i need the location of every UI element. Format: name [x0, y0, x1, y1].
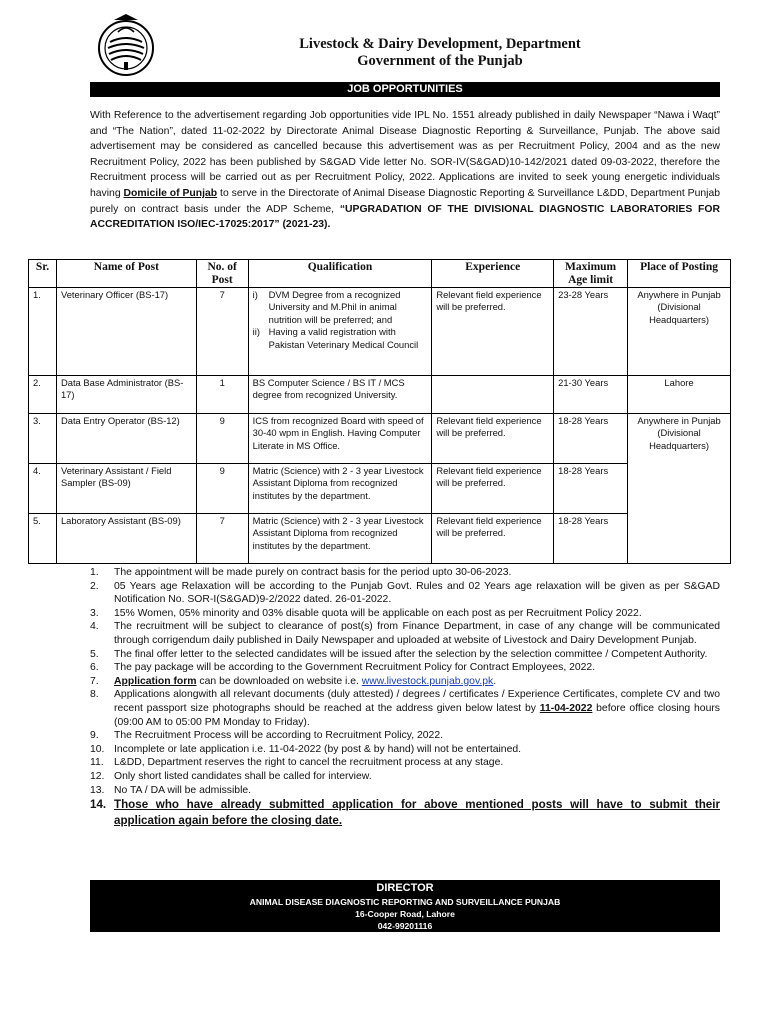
- note-number: 10.: [90, 743, 105, 755]
- website-link[interactable]: www.livestock.punjab.gov.pk: [361, 675, 494, 687]
- table-row: [29, 414, 731, 464]
- cell-post-name: Veterinary Assistant / Field Sampler (BS-09): [56, 464, 196, 514]
- note-number: 14.: [90, 798, 107, 812]
- qualification-list: [253, 289, 428, 351]
- note-text: The appointment will be made purely on contract basis for the period upto 30-06-2023.: [114, 567, 512, 578]
- note-text: [114, 688, 720, 729]
- list-item: [90, 620, 720, 647]
- note-text-body: can be downloaded on website i.e.: [196, 675, 362, 687]
- office-phone: 042-99201116: [377, 921, 433, 931]
- note-number: 6.: [90, 662, 99, 674]
- cell-no-of-post: 1: [196, 376, 248, 414]
- note-number: 12.: [90, 770, 105, 782]
- note-text: 15% Women, 05% minority and 03% disable quota will be applicable on each post as per Recruitment Policy 2022.: [114, 607, 642, 619]
- qualification-item-number: ii): [252, 326, 260, 338]
- note-number: 5.: [90, 648, 99, 660]
- cell-age-limit: 18-28 Years: [554, 514, 628, 564]
- cell-no-of-post: 7: [196, 288, 248, 376]
- cell-experience: Relevant field experience will be preferred.: [432, 464, 554, 514]
- list-item: [90, 756, 720, 770]
- note-text: Incomplete or late application i.e. 11-04-2022 (by post & by hand) will not be entertained.: [114, 743, 522, 755]
- cell-qualification: [248, 288, 432, 376]
- note-text-tail: .: [493, 675, 497, 687]
- cell-age-limit: 18-28 Years: [554, 464, 628, 514]
- note-text: The final offer letter to the selected candidates will be issued after the selection by the selection committee / Competent Authority.: [114, 648, 708, 660]
- qualification-item-text: Having a valid registration with Pakistan Veterinary Medical Council: [268, 326, 419, 350]
- cell-no-of-post: 9: [196, 464, 248, 514]
- cell-place-of-posting: Anywhere in Punjab (Divisional Headquarters): [628, 414, 731, 564]
- list-item: [90, 770, 720, 784]
- cell-place-of-posting: Lahore: [628, 376, 731, 414]
- cell-post-name: Veterinary Officer (BS-17): [56, 288, 196, 376]
- qualification-item-text: DVM Degree from a recognized University and M.Phil in animal nutrition will be preferred; and: [268, 289, 401, 325]
- cell-qualification: BS Computer Science / BS IT / MCS degree from recognized University.: [248, 376, 432, 414]
- department-name: Livestock & Dairy Development, Department: [299, 36, 581, 52]
- note-number: 13.: [90, 784, 105, 796]
- qualification-item-number: i): [252, 289, 258, 300]
- table-header-row: [29, 260, 731, 288]
- cell-no-of-post: 9: [196, 414, 248, 464]
- list-item: [90, 688, 720, 729]
- cell-qualification: Matric (Science) with 2 - 3 year Livestock Assistant Diploma from recognized institutes by the department.: [248, 514, 432, 564]
- note-number: 2.: [90, 580, 99, 592]
- note-text: [114, 675, 720, 689]
- note-text: The pay package will be according to the Government Recruitment Policy for Contract Employees, 2022.: [114, 662, 596, 674]
- list-item: [90, 729, 720, 743]
- director-contact-block: [90, 880, 720, 932]
- cell-experience: [432, 376, 554, 414]
- scheme-name: “UPGRADATION OF THE DIVISIONAL DIAGNOSTIC LABORATORIES FOR ACCREDITATION ISO/IEC-17025:2017” (2021-23).: [90, 203, 720, 231]
- note-text: The Recruitment Process will be according to Recruitment Policy, 2022.: [114, 730, 443, 742]
- list-item: [90, 784, 720, 798]
- cell-post-name: Data Entry Operator (BS-12): [56, 414, 196, 464]
- application-form-label: Application form: [114, 675, 197, 687]
- list-item: [90, 661, 720, 675]
- cell-sr: 1.: [29, 288, 57, 376]
- list-item: [90, 580, 720, 607]
- header-no-of-post: No. of Post: [196, 260, 248, 288]
- cell-sr: 4.: [29, 464, 57, 514]
- qualification-item: [253, 289, 428, 326]
- header-experience: Experience: [432, 260, 554, 288]
- cell-age-limit: 21-30 Years: [554, 376, 628, 414]
- header-qualification: Qualification: [248, 260, 432, 288]
- note-number: 8.: [90, 689, 99, 701]
- note-text: No TA / DA will be admissible.: [114, 784, 252, 796]
- posts-table: [28, 259, 731, 564]
- note-text: 05 Years age Relaxation will be according to the Punjab Govt. Rules and 02 Years age relaxation will be given as per S&GAD Notification No. SOR-I(S&GAD)9-2/2022 dated. 26-01-2022.: [114, 580, 720, 606]
- table-row: [29, 376, 731, 414]
- cell-experience: Relevant field experience will be preferred.: [432, 514, 554, 564]
- table-row: [29, 288, 731, 376]
- office-name: ANIMAL DISEASE DIAGNOSTIC REPORTING AND SURVEILLANCE PUNJAB: [249, 897, 561, 907]
- note-number: 4.: [90, 621, 99, 633]
- cell-qualification: Matric (Science) with 2 - 3 year Livestock Assistant Diploma from recognized institutes by the department.: [248, 464, 432, 514]
- list-item: [90, 607, 720, 621]
- header-sr: Sr.: [29, 260, 57, 288]
- header-name-of-post: Name of Post: [56, 260, 196, 288]
- note-text: Those who have already submitted application for above mentioned posts will have to submit their application again before the closing date.: [114, 798, 720, 828]
- note-number: 7.: [90, 675, 99, 687]
- government-name: Government of the Punjab: [357, 53, 523, 69]
- header-place-of-posting: Place of Posting: [628, 260, 731, 288]
- note-number: 9.: [90, 730, 99, 742]
- note-number: 3.: [90, 607, 99, 619]
- intro-text-part1: With Reference to the advertisement regarding Job opportunities vide IPL No. 1551 already published in daily Newspaper “Nawa i Waqt” and “The Nation”, dated 11-02-2022 by Directorate Animal Disease Diagnostic Reporting & Surveillance, Punjab. The above said advertisement may be considered as cancelled because this advertisement was as per Recruitment Policy, 2004 and as the new Recruitment Policy, 2022 has been published by S&GAD Vide letter No. SOR-IV(S&GAD)10-142/2021 dated 09-03-2022, therefore the Recruitment process will be carried out as per Recruitment Policy, 2022. Applications are invited to seek young energetic individuals having: [90, 110, 720, 199]
- cell-post-name: Laboratory Assistant (BS-09): [56, 514, 196, 564]
- cell-sr: 2.: [29, 376, 57, 414]
- note-text-body: Applications alongwith all relevant documents (duly attested) / degrees / certificates / Experience Certificates, complete CV and two recent passport size photographs should be reached at the address given below latest by: [114, 689, 720, 714]
- intro-paragraph: [90, 108, 720, 233]
- cell-no-of-post: 7: [196, 514, 248, 564]
- table-row: [29, 514, 731, 564]
- note-text: Only short listed candidates shall be called for interview.: [114, 770, 372, 782]
- list-item: [90, 566, 720, 580]
- note-text: The recruitment will be subject to clearance of post(s) from Finance Department, in case of any change will be communicated through corrigendum daily published in Daily Newspaper and uploaded at website of Livestock and Dairy Development Punjab.: [114, 621, 720, 646]
- punjab-government-emblem: [96, 14, 156, 80]
- cell-qualification: ICS from recognized Board with speed of 30-40 wpm in English. Having Computer Literate in MS Office.: [248, 414, 432, 464]
- list-item: [90, 743, 720, 757]
- qualification-item: [253, 326, 428, 351]
- closing-date: 11-04-2022: [539, 702, 593, 714]
- cell-place-of-posting: Anywhere in Punjab (Divisional Headquarters): [628, 288, 731, 376]
- domicile-requirement: Domicile of Punjab: [123, 187, 218, 199]
- cell-sr: 5.: [29, 514, 57, 564]
- cell-age-limit: 23-28 Years: [554, 288, 628, 376]
- note-text: L&DD, Department reserves the right to cancel the recruitment process at any stage.: [114, 757, 504, 769]
- cell-age-limit: 18-28 Years: [554, 414, 628, 464]
- cell-experience: Relevant field experience will be preferred.: [432, 288, 554, 376]
- header-age-limit: Maximum Age limit: [554, 260, 628, 288]
- list-item: [90, 797, 720, 829]
- director-title: DIRECTOR: [376, 882, 434, 894]
- cell-sr: 3.: [29, 414, 57, 464]
- office-address: 16-Cooper Road, Lahore: [355, 909, 455, 919]
- list-item: [90, 675, 720, 689]
- terms-and-conditions-list: [90, 566, 720, 829]
- cell-experience: Relevant field experience will be preferred.: [432, 414, 554, 464]
- table-row: [29, 464, 731, 514]
- note-text-tail: before office closing hours (09:00 AM to 05:00 PM Monday to Friday).: [114, 702, 721, 728]
- department-title: [240, 36, 640, 70]
- job-opportunities-banner: JOB OPPORTUNITIES: [90, 82, 720, 97]
- cell-post-name: Data Base Administrator (BS-17): [56, 376, 196, 414]
- note-number: 11.: [90, 757, 104, 769]
- intro-text-part2: to serve in the Directorate of Animal Disease Diagnostic Reporting & Surveillance L&DD, Department Punjab purely on contract basis under the ADP Scheme,: [90, 187, 721, 215]
- list-item: [90, 648, 720, 662]
- note-number: 1.: [90, 567, 99, 578]
